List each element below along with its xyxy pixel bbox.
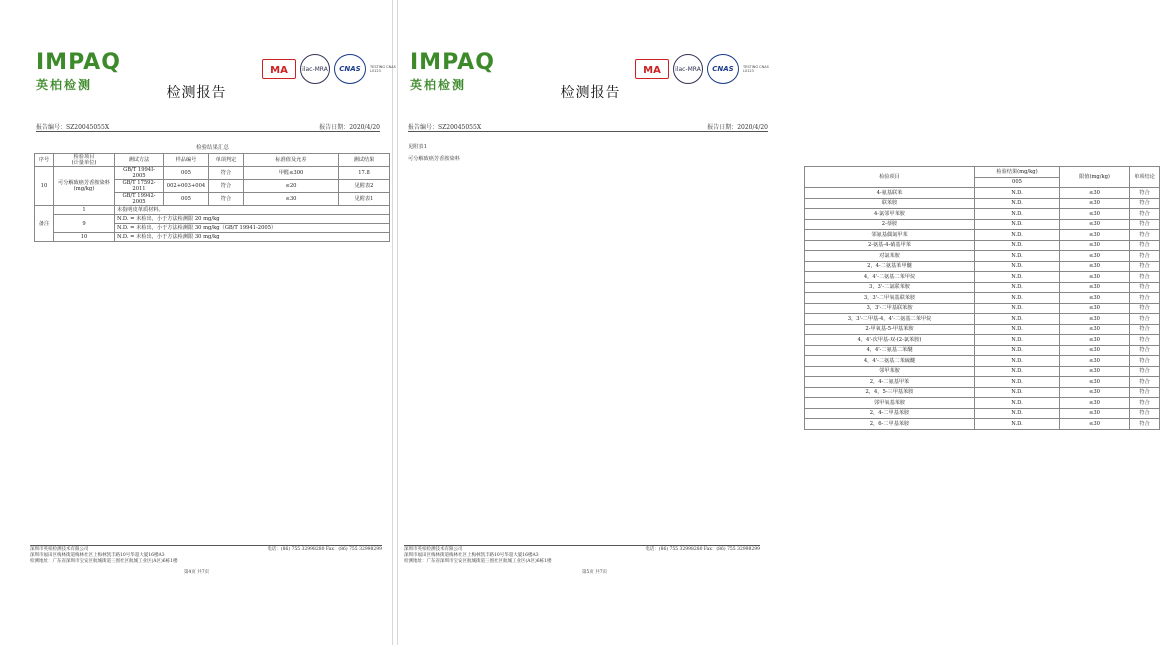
report-date: 报告日期：2020/4/20 (319, 124, 380, 131)
cell: 3，3'-二甲基-4，4'-二氨基二苯甲烷 (805, 314, 975, 325)
cell: N.D. (975, 198, 1060, 209)
cell: 2，4，5-三甲基苯胺 (805, 387, 975, 398)
cell: 符合 (1130, 303, 1160, 314)
cell: N.D. (975, 335, 1060, 346)
cell: 002+003+004 (164, 180, 209, 193)
cnas-mark-icon: CNAS (334, 54, 366, 84)
cell: 4，4'-次甲基-双-(2-氯苯胺) (805, 335, 975, 346)
col-header: 单项判定 (209, 154, 244, 167)
cell: 符合 (1130, 377, 1160, 388)
col-header: 测试结果 (339, 154, 390, 167)
table-row (805, 303, 1160, 314)
table-row (805, 314, 1160, 325)
logo-en: IMPAQ (36, 50, 121, 75)
appendix-label: 见附表1 (408, 144, 427, 150)
cell: ≤30 (1060, 366, 1130, 377)
table-row (805, 240, 1160, 251)
cell: N.D. (975, 398, 1060, 409)
cell: 4-氯邻甲苯胺 (805, 209, 975, 220)
table-row (805, 387, 1160, 398)
notes-label: 备注 (35, 206, 54, 242)
cell: 联苯胺 (805, 198, 975, 209)
col-header: 检验项目 (计量单位) (54, 154, 115, 167)
col-header: 检验结果(mg/kg) (975, 167, 1060, 178)
table-row (805, 261, 1160, 272)
cell: 4，4'-二氨基二苯硫醚 (805, 356, 975, 367)
cell: 符合 (1130, 345, 1160, 356)
cell: N.D. (975, 419, 1060, 430)
cell: ≤30 (1060, 282, 1130, 293)
cell: 符合 (1130, 314, 1160, 325)
notes-row (35, 233, 390, 242)
aromatic-amine-table (804, 166, 1160, 430)
cell: 2，6-二甲基苯胺 (805, 419, 975, 430)
cell: 10 (35, 167, 54, 206)
cell: 符合 (1130, 387, 1160, 398)
cell: GB/T 17592-2011 (115, 180, 164, 193)
note-index: 1 (54, 206, 115, 215)
cell: ≤30 (1060, 314, 1130, 325)
page-footer (30, 545, 382, 565)
note-index: 10 (54, 233, 115, 242)
notes-row (35, 206, 390, 215)
cell: N.D. (975, 408, 1060, 419)
cell: N.D. (975, 282, 1060, 293)
cell: 4-氨基联苯 (805, 188, 975, 199)
table-row (805, 356, 1160, 367)
note-text: N.D. = 未检出，小于方法检测限 30 mg/kg（GB/T 19941-2005） (115, 224, 390, 233)
col-header: 测试方法 (115, 154, 164, 167)
cell: 005 (164, 193, 209, 206)
cell: 符合 (209, 180, 244, 193)
cell: N.D. (975, 219, 1060, 230)
cell: 符合 (209, 193, 244, 206)
cell: 邻甲氧基苯胺 (805, 398, 975, 409)
table-row (805, 345, 1160, 356)
table-row (805, 335, 1160, 346)
cell: 符合 (1130, 366, 1160, 377)
cell: 对氯苯胺 (805, 251, 975, 262)
cell: 符合 (1130, 408, 1160, 419)
cell: ≤30 (1060, 209, 1130, 220)
cell: N.D. (975, 230, 1060, 241)
cell: N.D. (975, 324, 1060, 335)
cell: ≤30 (1060, 345, 1130, 356)
cell: N.D. (975, 188, 1060, 199)
cell: 4，4'-二氨基二苯醚 (805, 345, 975, 356)
cell: GB/T 1994I-2005 (115, 167, 164, 180)
cell: 3，3'-二氯联苯胺 (805, 282, 975, 293)
cell: ≤30 (1060, 324, 1130, 335)
cell: 符合 (1130, 261, 1160, 272)
cell: N.D. (975, 377, 1060, 388)
cell: 符合 (1130, 335, 1160, 346)
cnas-caption: TESTING CNAS L0123 (743, 65, 769, 73)
table-row (805, 377, 1160, 388)
cell: ≤30 (1060, 303, 1130, 314)
cell: ≤30 (1060, 408, 1130, 419)
cell: 邻氨基偶氮甲苯 (805, 230, 975, 241)
cell: 符合 (1130, 398, 1160, 409)
table-row (805, 209, 1160, 220)
col-subheader: 005 (975, 177, 1060, 188)
cell: GB/T 19942-2005 (115, 193, 164, 206)
cell: ≤30 (1060, 335, 1130, 346)
cma-text: MA (270, 65, 288, 76)
table-row (805, 282, 1160, 293)
cell: 2，4-二氨基苯甲醚 (805, 261, 975, 272)
table-row (35, 167, 390, 180)
cell: 2-氨基-4-硝基甲苯 (805, 240, 975, 251)
table-row (805, 366, 1160, 377)
cma-text: MA (643, 65, 661, 76)
cell: N.D. (975, 251, 1060, 262)
cnas-caption: TESTING CNAS L0123 (370, 65, 396, 73)
note-text: N.D. = 未检出，小于方法检测限 30 mg/kg (115, 233, 390, 242)
cell: 符合 (1130, 209, 1160, 220)
cell: 符合 (209, 167, 244, 180)
report-page-1 (0, 0, 396, 645)
note-text: N.D. = 未检出，小于方法检测限 20 mg/kg (115, 215, 390, 224)
cell: 符合 (1130, 240, 1160, 251)
cell: 符合 (1130, 272, 1160, 283)
cell: 邻甲苯胺 (805, 366, 975, 377)
col-header: 限值(mg/kg) (1060, 167, 1130, 188)
cell: ≤30 (1060, 188, 1130, 199)
page-number: 第4页 共7页 (183, 570, 210, 575)
cell: 符合 (1130, 251, 1160, 262)
cell: ≤30 (1060, 251, 1130, 262)
logo-cn: 英柏检测 (36, 78, 93, 92)
footer-company: 深圳市英柏检测技术有限公司 (404, 547, 463, 552)
cell: ≤30 (1060, 261, 1130, 272)
table-row (805, 324, 1160, 335)
table-row (805, 272, 1160, 283)
cell: ≤30 (1060, 377, 1130, 388)
footer-address: 深圳市福田区梅林街道梅林社区上梅林凯丰路10号华超大厦16楼A3 (30, 553, 165, 558)
cell: 符合 (1130, 324, 1160, 335)
cell: 见附表2 (339, 180, 390, 193)
page-number: 第5页 共7页 (581, 570, 608, 575)
certification-marks (262, 54, 396, 84)
cell: 2，4-二氨基甲苯 (805, 377, 975, 388)
note-index: 9 (54, 215, 115, 233)
cell: N.D. (975, 366, 1060, 377)
cell: N.D. (975, 314, 1060, 325)
footer-test-address: 检测地址：广东省深圳市宝安区航城街道三围社区航城工业区(A区)6栋1楼 (404, 559, 552, 564)
report-date: 报告日期：2020/4/20 (707, 124, 768, 131)
cma-mark-icon (262, 59, 296, 79)
appendix-subtitle: 可分解致癌芳香胺染料 (408, 156, 460, 162)
certification-marks (635, 54, 769, 84)
cell: 符合 (1130, 293, 1160, 304)
report-number: 报告编号：SZ20045055X (36, 124, 110, 131)
cell: 2-甲氧基-5-甲基苯胺 (805, 324, 975, 335)
cell: ≤30 (1060, 230, 1130, 241)
report-page-2 (397, 0, 1155, 645)
footer-contact: 电话：(86) 755 32998280 Fax：(86) 755 32998299 (645, 547, 760, 552)
cell: 见附表1 (339, 193, 390, 206)
cell: 2-萘胺 (805, 219, 975, 230)
table-row (805, 398, 1160, 409)
logo-en: IMPAQ (410, 50, 495, 75)
cell: N.D. (975, 387, 1060, 398)
table-row (805, 219, 1160, 230)
cell: N.D. (975, 209, 1060, 220)
col-header: 单项结论 (1130, 167, 1160, 188)
report-meta (36, 119, 380, 132)
cell: N.D. (975, 272, 1060, 283)
cell: N.D. (975, 345, 1060, 356)
cell: 005 (164, 167, 209, 180)
cell: 符合 (1130, 198, 1160, 209)
table-row (805, 408, 1160, 419)
cell: ≤30 (244, 193, 339, 206)
col-header: 序号 (35, 154, 54, 167)
table-header-row (805, 167, 1160, 178)
report-title: 检测报告 (166, 85, 227, 101)
col-header: 标准值及允差 (244, 154, 339, 167)
report-meta (408, 119, 768, 132)
cell: ≤20 (244, 180, 339, 193)
summary-table (34, 153, 390, 242)
cell: 可分解致癌芳香胺染料 (mg/kg) (54, 167, 115, 206)
summary-caption: 检验结果汇总 (195, 145, 229, 151)
cell: 4，4'-二氨基二苯甲烷 (805, 272, 975, 283)
report-number: 报告编号：SZ20045055X (408, 124, 482, 131)
cnas-mark-icon: CNAS (707, 54, 739, 84)
cell: 符合 (1130, 419, 1160, 430)
cell: 17.8 (339, 167, 390, 180)
footer-address: 深圳市福田区梅林街道梅林社区上梅林凯丰路10号华超大厦16楼A3 (404, 553, 539, 558)
cell: ≤30 (1060, 198, 1130, 209)
footer-contact: 电话：(86) 755 32998280 Fax：(86) 755 32998299 (267, 547, 382, 552)
cell: 3，3'-二甲氧基联苯胺 (805, 293, 975, 304)
cell: ≤30 (1060, 293, 1130, 304)
cell: N.D. (975, 261, 1060, 272)
col-header: 样品编号 (164, 154, 209, 167)
footer-company: 深圳市英柏检测技术有限公司 (30, 547, 89, 552)
cell: 3，3'-二甲基联苯胺 (805, 303, 975, 314)
cell: ≤30 (1060, 219, 1130, 230)
ilac-mark-icon: ilac-MRA (673, 54, 703, 84)
cell: 符合 (1130, 282, 1160, 293)
cell: N.D. (975, 356, 1060, 367)
cell: 符合 (1130, 356, 1160, 367)
cell: ≤30 (1060, 398, 1130, 409)
cell: N.D. (975, 303, 1060, 314)
cell: N.D. (975, 293, 1060, 304)
table-row (805, 293, 1160, 304)
table-row (805, 198, 1160, 209)
cell: 符合 (1130, 230, 1160, 241)
table-row (805, 419, 1160, 430)
table-row (805, 251, 1160, 262)
table-row (805, 188, 1160, 199)
report-title: 检测报告 (560, 85, 621, 101)
cell: ≤30 (1060, 240, 1130, 251)
cell: 2，4-二甲基苯胺 (805, 408, 975, 419)
cell: ≤30 (1060, 387, 1130, 398)
page-footer (404, 545, 760, 565)
cell: N.D. (975, 240, 1060, 251)
table-row (805, 230, 1160, 241)
cell: 符合 (1130, 188, 1160, 199)
note-text: 未指明皮革质材料。 (115, 206, 390, 215)
ilac-mark-icon: ilac-MRA (300, 54, 330, 84)
col-header: 检验项目 (805, 167, 975, 188)
cell: 甲醛≤300 (244, 167, 339, 180)
cell: ≤30 (1060, 419, 1130, 430)
table-header-row (35, 154, 390, 167)
footer-test-address: 检测地址：广东省深圳市宝安区航城街道三围社区航城工业区(A区)6栋1楼 (30, 559, 178, 564)
cma-mark-icon (635, 59, 669, 79)
cell: 符合 (1130, 219, 1160, 230)
logo-cn: 英柏检测 (410, 78, 467, 92)
cell: ≤30 (1060, 356, 1130, 367)
cell: ≤30 (1060, 272, 1130, 283)
notes-row (35, 215, 390, 224)
